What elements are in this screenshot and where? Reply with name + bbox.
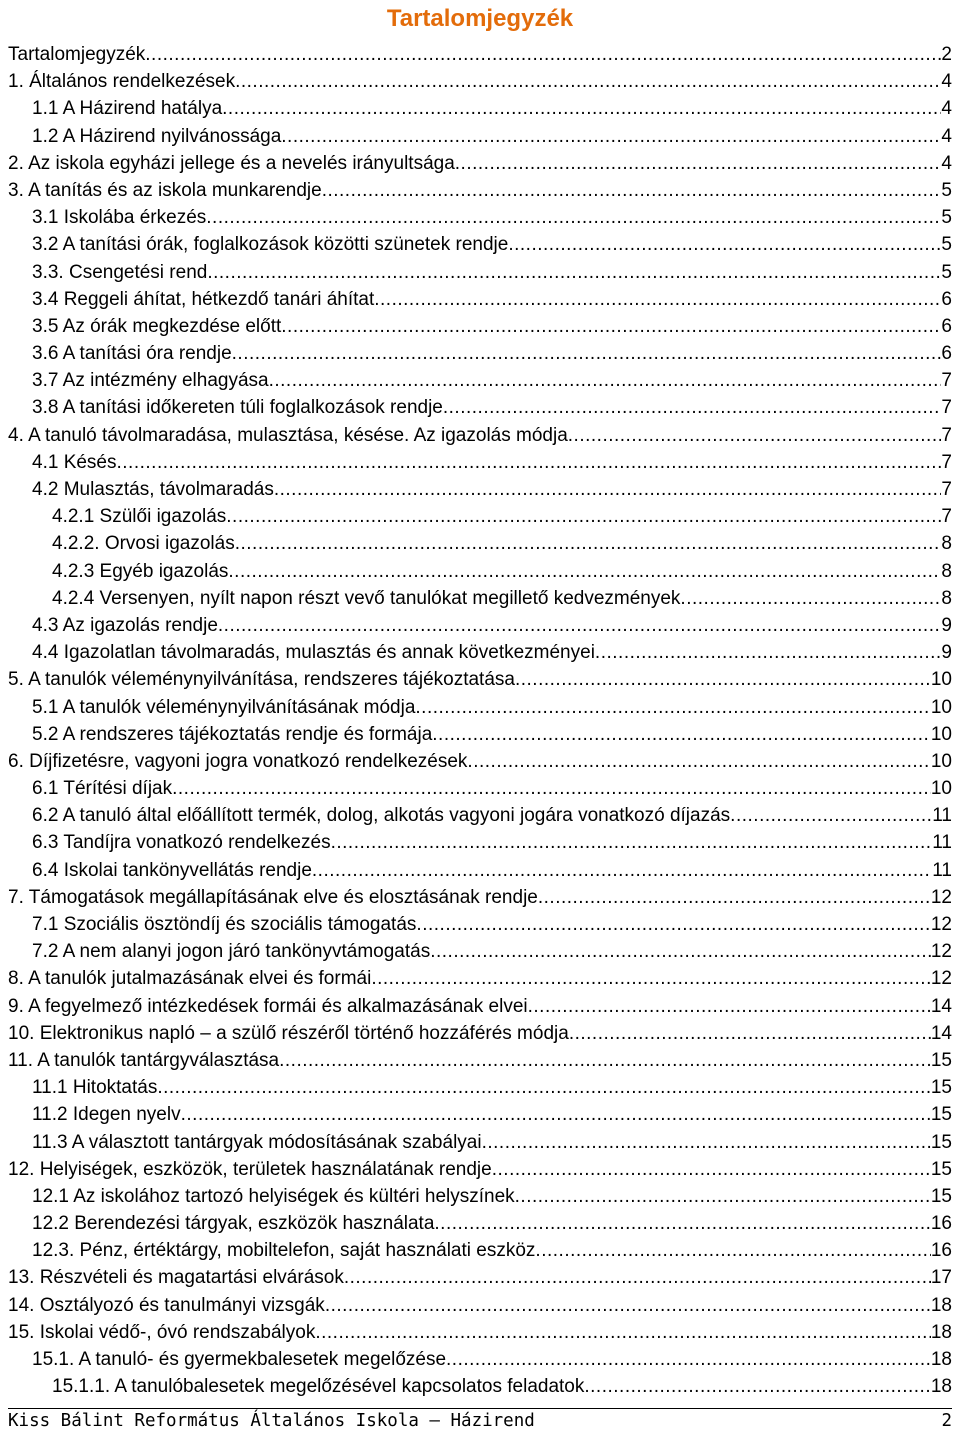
toc-dot-leader xyxy=(331,829,933,856)
toc-entry-title: 4.2.2. Orvosi igazolás xyxy=(52,533,235,555)
toc-entry[interactable] xyxy=(8,313,952,340)
toc-dot-leader xyxy=(281,313,941,340)
toc-dot-leader xyxy=(430,938,931,965)
toc-entry[interactable] xyxy=(8,1129,952,1156)
toc-entry-page-number: 15 xyxy=(930,1131,952,1153)
toc-dot-leader xyxy=(432,721,931,748)
footer-divider xyxy=(8,1408,952,1409)
toc-entry-title: 12. Helyiségek, eszközök, területek használatának rendje xyxy=(8,1158,492,1180)
toc-dot-leader xyxy=(279,1047,931,1074)
toc-dot-leader xyxy=(181,1101,931,1128)
table-of-contents xyxy=(8,41,952,1400)
toc-entry-page-number: 5 xyxy=(941,207,952,229)
toc-entry[interactable] xyxy=(8,694,952,721)
toc-entry-page-number: 11 xyxy=(932,805,952,827)
toc-entry-title: 15.1. A tanuló- és gyermekbalesetek megelőzése xyxy=(32,1349,447,1370)
toc-entry-page-number: 8 xyxy=(941,533,952,555)
toc-entry[interactable] xyxy=(8,476,952,503)
toc-entry-title: 6.2 A tanuló által előállított termék, dolog, alkotás vagyoni jogára vonatkozó díjazás xyxy=(32,805,731,827)
toc-entry[interactable] xyxy=(8,965,952,992)
toc-dot-leader xyxy=(515,1183,931,1210)
toc-entry-title: 12.1 Az iskolához tartozó helyiségek és kültéri helyszínek xyxy=(32,1185,515,1207)
toc-entry-page-number: 17 xyxy=(930,1267,952,1289)
toc-entry[interactable] xyxy=(8,1047,952,1074)
toc-entry-title: 3.1 Iskolába érkezés xyxy=(32,207,207,229)
toc-entry-title: 7.2 A nem alanyi jogon járó tankönyvtámogatás xyxy=(32,941,431,963)
toc-entry[interactable] xyxy=(8,1074,952,1101)
toc-dot-leader xyxy=(322,177,942,204)
footer-page-number: 2 xyxy=(941,1411,952,1431)
toc-entry-page-number: 15 xyxy=(930,1077,952,1099)
toc-entry-page-number: 10 xyxy=(930,669,952,691)
toc-entry-title: 12.2 Berendezési tárgyak, eszközök használata xyxy=(32,1213,435,1235)
toc-entry-page-number: 18 xyxy=(930,1294,952,1316)
toc-dot-leader xyxy=(371,965,931,992)
toc-dot-leader xyxy=(312,857,932,884)
toc-dot-leader xyxy=(515,666,931,693)
toc-entry-page-number: 10 xyxy=(930,778,952,800)
toc-entry[interactable] xyxy=(8,1101,952,1128)
toc-entry-title: 14. Osztályozó és tanulmányi vizsgák xyxy=(8,1294,325,1316)
toc-entry[interactable] xyxy=(8,1156,952,1183)
toc-entry-page-number: 4 xyxy=(941,71,952,93)
toc-entry-title: 4. A tanuló távolmaradása, mulasztása, késése. Az igazolás módja xyxy=(8,424,568,446)
toc-entry-title: 3.4 Reggeli áhítat, hétkezdő tanári áhítat xyxy=(32,288,375,310)
toc-entry-page-number: 8 xyxy=(941,560,952,582)
toc-entry[interactable] xyxy=(8,367,952,394)
toc-entry-page-number: 10 xyxy=(930,696,952,718)
toc-entry-page-number: 11 xyxy=(932,832,952,854)
toc-dot-leader xyxy=(492,1156,931,1183)
toc-dot-leader xyxy=(325,1292,931,1319)
toc-entry-page-number: 5 xyxy=(941,234,952,256)
toc-entry[interactable] xyxy=(8,340,952,367)
toc-dot-leader xyxy=(535,1237,930,1264)
toc-dot-leader xyxy=(443,394,942,421)
toc-entry[interactable] xyxy=(8,1020,952,1047)
toc-entry[interactable] xyxy=(8,666,952,693)
toc-entry-title: Tartalomjegyzék xyxy=(8,44,146,65)
toc-entry-title: 7.1 Szociális ösztöndíj és szociális támogatás xyxy=(32,914,417,935)
toc-dot-leader xyxy=(528,993,931,1020)
toc-entry-title: 5.2 A rendszeres tájékoztatás rendje és formája xyxy=(32,723,433,745)
toc-entry-page-number: 6 xyxy=(941,315,952,337)
toc-dot-leader xyxy=(206,204,941,231)
toc-entry[interactable] xyxy=(8,1237,952,1264)
toc-entry[interactable] xyxy=(8,612,952,639)
toc-dot-leader xyxy=(232,340,942,367)
toc-entry[interactable] xyxy=(8,585,952,612)
toc-entry[interactable] xyxy=(8,530,952,557)
toc-dot-leader xyxy=(172,775,931,802)
toc-entry-page-number: 5 xyxy=(941,179,952,201)
toc-entry[interactable] xyxy=(8,1373,952,1400)
toc-entry-page-number: 5 xyxy=(941,261,952,283)
toc-entry[interactable] xyxy=(8,95,952,122)
toc-dot-leader xyxy=(344,1264,931,1291)
toc-entry[interactable] xyxy=(8,449,952,476)
page-footer xyxy=(8,1411,952,1432)
toc-entry-title: 1. Általános rendelkezések xyxy=(8,71,236,93)
toc-entry-title: 11.1 Hitoktatás xyxy=(32,1077,158,1099)
toc-entry[interactable] xyxy=(8,503,952,530)
toc-entry-title: 6.3 Tandíjra vonatkozó rendelkezés xyxy=(32,832,331,854)
toc-dot-leader xyxy=(207,259,941,286)
toc-entry-title: 4.3 Az igazolás rendje xyxy=(32,614,218,636)
toc-entry[interactable] xyxy=(8,775,952,802)
toc-entry-title: 5.1 A tanulók véleménynyilvánításának módja xyxy=(32,696,416,718)
toc-dot-leader xyxy=(568,422,942,449)
toc-entry-title: 4.2.1 Szülői igazolás xyxy=(52,506,227,528)
toc-entry-page-number: 18 xyxy=(930,1349,952,1370)
toc-entry[interactable] xyxy=(8,41,952,68)
toc-dot-leader xyxy=(467,748,930,775)
toc-entry-page-number: 10 xyxy=(930,723,952,745)
toc-dot-leader xyxy=(274,476,942,503)
toc-dot-leader xyxy=(584,1373,930,1400)
toc-dot-leader xyxy=(434,1210,930,1237)
toc-entry-page-number: 7 xyxy=(941,506,952,528)
toc-entry-title: 5. A tanulók véleménynyilvánítása, rendszeres tájékoztatása xyxy=(8,669,515,691)
toc-dot-leader xyxy=(538,884,931,911)
toc-entry-title: 11.3 A választott tantárgyak módosításának szabályai xyxy=(32,1131,482,1153)
toc-entry[interactable] xyxy=(8,68,952,95)
toc-entry[interactable] xyxy=(8,639,952,666)
toc-entry[interactable] xyxy=(8,911,952,938)
toc-entry-title: 1.2 A Házirend nyilvánossága xyxy=(32,125,282,147)
toc-entry-page-number: 7 xyxy=(941,370,952,392)
toc-entry-title: 9. A fegyelmező intézkedések formái és alkalmazásának elvei xyxy=(8,995,528,1017)
toc-entry-title: 6.1 Térítési díjak xyxy=(32,778,173,800)
toc-dot-leader xyxy=(269,367,942,394)
toc-entry-title: 6.4 Iskolai tankönyvellátás rendje xyxy=(32,859,312,881)
toc-dot-leader xyxy=(235,530,942,557)
toc-entry-page-number: 18 xyxy=(930,1321,952,1343)
toc-entry-page-number: 16 xyxy=(930,1240,952,1262)
toc-entry-title: 3.2 A tanítási órák, foglalkozások közötti szünetek rendje xyxy=(32,234,509,256)
toc-entry-title: 11.2 Idegen nyelv xyxy=(32,1104,181,1126)
toc-dot-leader xyxy=(569,1020,931,1047)
toc-dot-leader xyxy=(374,286,941,313)
toc-entry-title: 7. Támogatások megállapításának elve és elosztásának rendje xyxy=(8,886,538,908)
toc-entry-page-number: 12 xyxy=(930,968,952,990)
toc-entry-page-number: 7 xyxy=(941,397,952,419)
toc-entry-page-number: 7 xyxy=(941,479,952,500)
toc-dot-leader xyxy=(145,41,941,68)
toc-entry-title: 8. A tanulók jutalmazásának elvei és formái xyxy=(8,968,372,990)
toc-entry[interactable] xyxy=(8,204,952,231)
toc-entry[interactable] xyxy=(8,993,952,1020)
toc-entry-page-number: 15 xyxy=(930,1049,952,1071)
toc-entry[interactable] xyxy=(8,259,952,286)
toc-entry[interactable] xyxy=(8,1183,952,1210)
toc-dot-leader xyxy=(730,802,932,829)
toc-entry-page-number: 4 xyxy=(941,98,952,120)
toc-entry-page-number: 12 xyxy=(930,886,952,908)
toc-entry-title: 13. Részvételi és magatartási elvárások xyxy=(8,1267,344,1289)
toc-entry[interactable] xyxy=(8,1264,952,1291)
toc-entry-title: 4.2 Mulasztás, távolmaradás xyxy=(32,479,274,500)
toc-dot-leader xyxy=(416,911,930,938)
toc-entry-page-number: 12 xyxy=(930,914,952,935)
toc-dot-leader xyxy=(235,68,941,95)
toc-dot-leader xyxy=(508,231,941,258)
toc-entry-title: 3.6 A tanítási óra rendje xyxy=(32,343,232,365)
toc-dot-leader xyxy=(222,95,941,122)
toc-dot-leader xyxy=(157,1074,931,1101)
toc-entry-title: 3.8 A tanítási időkereten túli foglalkozások rendje xyxy=(32,397,443,419)
toc-entry-title: 4.2.3 Egyéb igazolás xyxy=(52,560,229,582)
toc-entry-title: 4.2.4 Versenyen, nyílt napon részt vevő tanulókat megillető kedvezmények xyxy=(52,587,681,609)
toc-entry[interactable] xyxy=(8,1319,952,1346)
toc-entry[interactable] xyxy=(8,884,952,911)
toc-entry-page-number: 2 xyxy=(941,44,952,65)
toc-entry[interactable] xyxy=(8,422,952,449)
toc-dot-leader xyxy=(218,612,942,639)
toc-dot-leader xyxy=(315,1319,931,1346)
toc-dot-leader xyxy=(595,639,942,666)
toc-entry-page-number: 6 xyxy=(941,343,952,365)
toc-dot-leader xyxy=(228,558,941,585)
toc-entry-page-number: 4 xyxy=(941,125,952,147)
toc-entry-page-number: 12 xyxy=(930,941,952,963)
toc-entry-page-number: 18 xyxy=(930,1376,952,1398)
toc-entry-title: 12.3. Pénz, értéktárgy, mobiltelefon, saját használati eszköz xyxy=(32,1240,536,1262)
toc-dot-leader xyxy=(446,1346,931,1373)
toc-dot-leader xyxy=(680,585,941,612)
toc-entry-title: 1.1 A Házirend hatálya xyxy=(32,98,223,120)
toc-entry-page-number: 14 xyxy=(930,1022,952,1044)
toc-entry-title: 6. Díjfizetésre, vagyoni jogra vonatkozó rendelkezések xyxy=(8,750,468,772)
toc-entry-title: 15. Iskolai védő-, óvó rendszabályok xyxy=(8,1321,316,1343)
toc-entry-title: 3.3. Csengetési rend xyxy=(32,261,208,283)
toc-dot-leader xyxy=(482,1129,931,1156)
toc-entry[interactable] xyxy=(8,558,952,585)
toc-entry-title: 15.1.1. A tanulóbalesetek megelőzésével kapcsolatos feladatok xyxy=(52,1376,585,1398)
toc-entry[interactable] xyxy=(8,748,952,775)
toc-entry[interactable] xyxy=(8,721,952,748)
footer-document-name: Kiss Bálint Református Általános Iskola – Házirend xyxy=(8,1411,535,1431)
toc-entry-title: 2. Az iskola egyházi jellege és a nevelés irányultsága xyxy=(8,152,455,174)
toc-entry[interactable] xyxy=(8,829,952,856)
toc-entry-title: 3.5 Az órák megkezdése előtt xyxy=(32,315,282,337)
toc-entry-page-number: 8 xyxy=(941,587,952,609)
toc-entry-page-number: 6 xyxy=(941,288,952,310)
toc-entry-title: 10. Elektronikus napló – a szülő részéről történő hozzáférés módja xyxy=(8,1022,569,1044)
toc-entry[interactable] xyxy=(8,394,952,421)
toc-entry[interactable] xyxy=(8,938,952,965)
toc-entry-title: 3.7 Az intézmény elhagyása xyxy=(32,370,269,392)
toc-entry-page-number: 9 xyxy=(941,642,952,664)
toc-entry-page-number: 10 xyxy=(930,750,952,772)
toc-entry-page-number: 15 xyxy=(930,1158,952,1180)
toc-entry[interactable] xyxy=(8,802,952,829)
toc-entry[interactable] xyxy=(8,231,952,258)
toc-entry-title: 4.1 Késés xyxy=(32,451,117,473)
toc-entry[interactable] xyxy=(8,123,952,150)
toc-entry[interactable] xyxy=(8,1346,952,1373)
toc-entry-title: 4.4 Igazolatlan távolmaradás, mulasztás és annak következményei xyxy=(32,642,595,664)
page-title: Tartalomjegyzék xyxy=(386,5,574,32)
toc-entry[interactable] xyxy=(8,177,952,204)
toc-dot-leader xyxy=(281,123,941,150)
toc-entry[interactable] xyxy=(8,1292,952,1319)
toc-entry-page-number: 7 xyxy=(941,424,952,446)
toc-dot-leader xyxy=(117,449,942,476)
toc-dot-leader xyxy=(455,150,942,177)
toc-dot-leader xyxy=(226,503,941,530)
toc-entry[interactable] xyxy=(8,286,952,313)
toc-entry-page-number: 7 xyxy=(941,451,952,473)
toc-entry-title: 3. A tanítás és az iskola munkarendje xyxy=(8,179,322,201)
toc-entry-page-number: 9 xyxy=(941,614,952,636)
toc-entry-page-number: 15 xyxy=(930,1104,952,1126)
toc-entry[interactable] xyxy=(8,857,952,884)
toc-entry[interactable] xyxy=(8,150,952,177)
toc-entry[interactable] xyxy=(8,1210,952,1237)
toc-entry-page-number: 16 xyxy=(930,1213,952,1235)
toc-entry-page-number: 15 xyxy=(930,1185,952,1207)
toc-entry-page-number: 11 xyxy=(932,859,952,881)
toc-entry-title: 11. A tanulók tantárgyválasztása xyxy=(8,1049,280,1071)
toc-dot-leader xyxy=(415,694,930,721)
toc-entry-page-number: 4 xyxy=(941,152,952,174)
toc-entry-page-number: 14 xyxy=(930,995,952,1017)
